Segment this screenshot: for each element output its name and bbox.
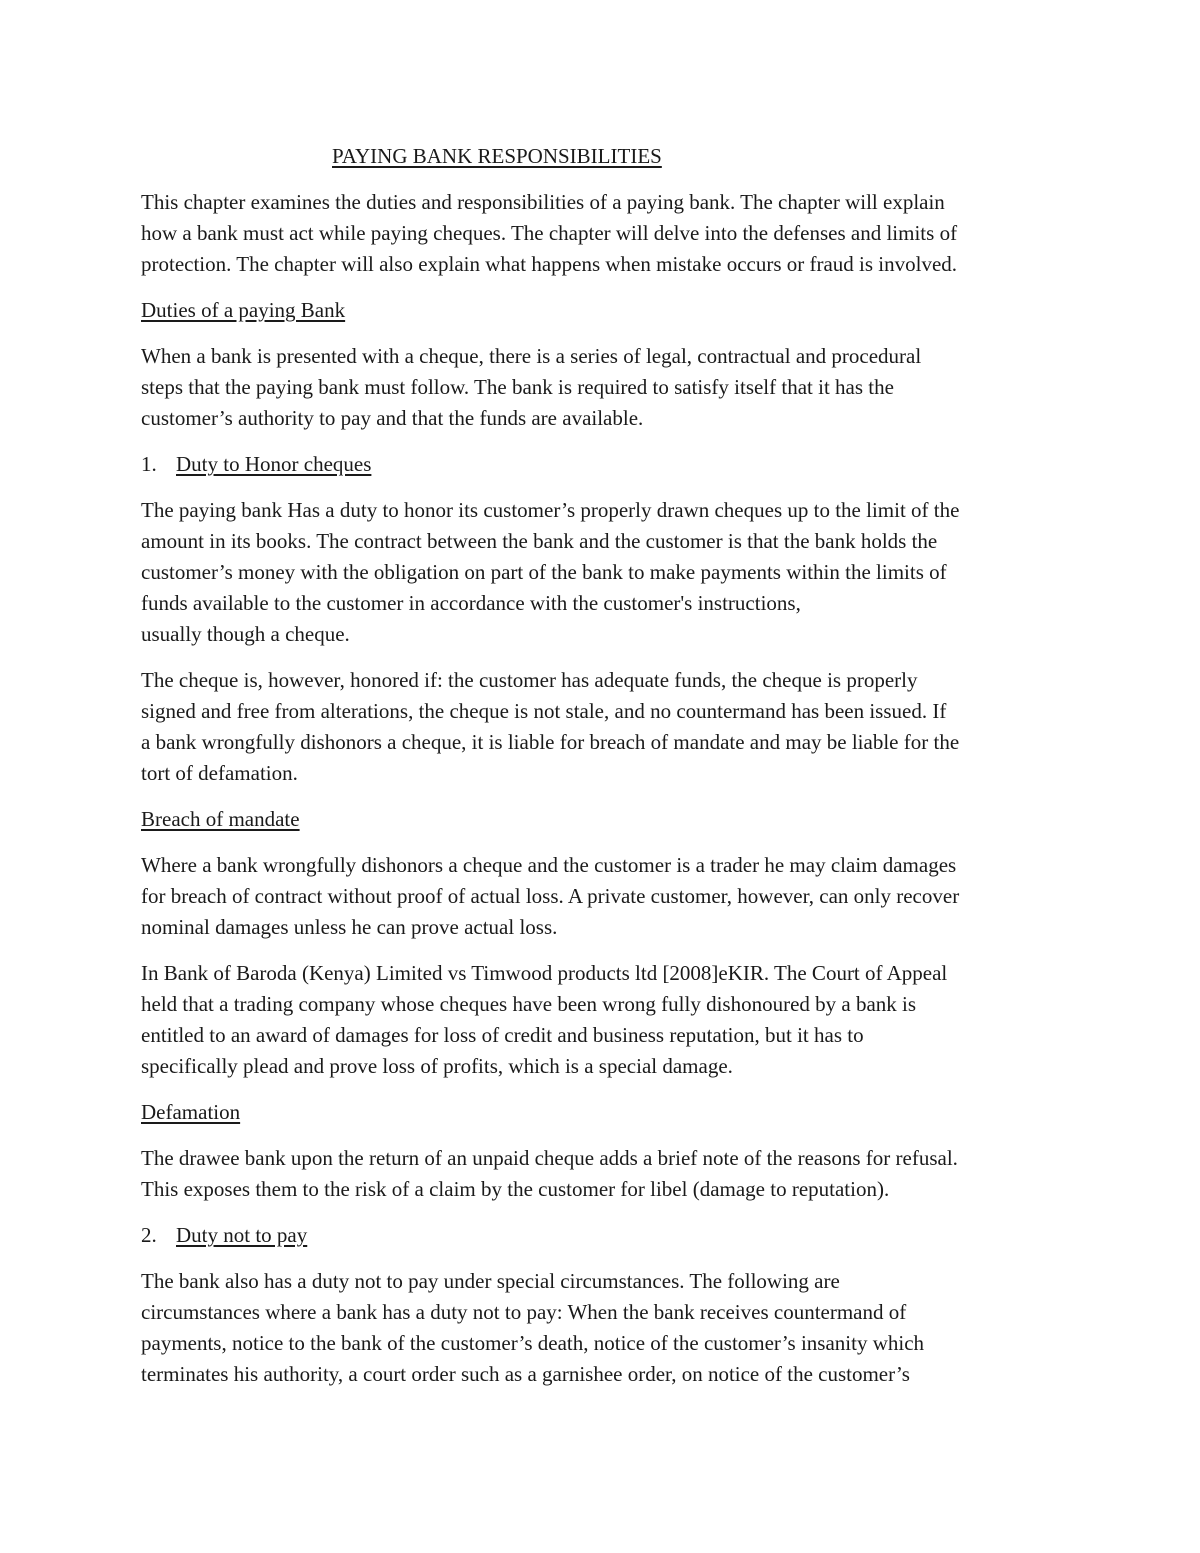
duty-honor-line: usually though a cheque. <box>141 622 350 646</box>
duty-honor-line: The cheque is, however, honored if: the customer has adequate funds, the cheque is properly <box>141 668 918 692</box>
duty-not-pay-line: terminates his authority, a court order such as a garnishee order, on notice of the customer’s <box>141 1362 910 1386</box>
duties-line: steps that the paying bank must follow. The bank is required to satisfy itself that it has the <box>141 375 894 399</box>
duty-honor-line: a bank wrongfully dishonors a cheque, it is liable for breach of mandate and may be liable for the <box>141 730 960 754</box>
breach-line: entitled to an award of damages for loss of credit and business reputation, but it has to <box>141 1023 864 1047</box>
breach-line: nominal damages unless he can prove actual loss. <box>141 915 558 939</box>
heading-duties-of-paying-bank: Duties of a paying Bank <box>141 298 346 322</box>
duty-honor-line: amount in its books. The contract between the bank and the customer is that the bank holds the <box>141 529 938 553</box>
duty-honor-paragraph-2 <box>141 665 1066 789</box>
defamation-line: This exposes them to the risk of a claim by the customer for libel (damage to reputation). <box>141 1177 890 1201</box>
heading-defamation: Defamation <box>141 1100 241 1124</box>
duty-not-pay-line: circumstances where a bank has a duty not to pay: When the bank receives countermand of <box>141 1300 907 1324</box>
intro-line: protection. The chapter will also explain what happens when mistake occurs or fraud is involved. <box>141 252 958 276</box>
duty-honor-line: tort of defamation. <box>141 761 298 785</box>
breach-line: for breach of contract without proof of actual loss. A private customer, however, can only recover <box>141 884 960 908</box>
breach-line: held that a trading company whose cheques have been wrong fully dishonoured by a bank is <box>141 992 917 1016</box>
duty-not-pay-line: The bank also has a duty not to pay under special circumstances. The following are <box>141 1269 840 1293</box>
breach-paragraph-1 <box>141 850 1066 943</box>
list-number: 2. <box>141 1223 157 1247</box>
duty-honor-line: customer’s money with the obligation on part of the bank to make payments within the limits of <box>141 560 947 584</box>
duties-line: When a bank is presented with a cheque, there is a series of legal, contractual and procedural <box>141 344 922 368</box>
heading-duty-not-to-pay <box>141 1220 1066 1251</box>
breach-line: Where a bank wrongfully dishonors a cheque and the customer is a trader he may claim damages <box>141 853 957 877</box>
list-heading-text: Duty not to pay <box>176 1223 308 1247</box>
duty-honor-line: funds available to the customer in accordance with the customer's instructions, <box>141 591 801 615</box>
heading-duty-to-honor <box>141 449 1066 480</box>
breach-line: In Bank of Baroda (Kenya) Limited vs Timwood products ltd [2008]eKIR. The Court of Appeal <box>141 961 948 985</box>
heading-breach-of-mandate: Breach of mandate <box>141 807 300 831</box>
intro-line: how a bank must act while paying cheques. The chapter will delve into the defenses and limits of <box>141 221 958 245</box>
list-number: 1. <box>141 452 157 476</box>
intro-line: This chapter examines the duties and responsibilities of a paying bank. The chapter will explain <box>141 190 945 214</box>
duty-honor-line: The paying bank Has a duty to honor its customer’s properly drawn cheques up to the limit of the <box>141 498 960 522</box>
duty-honor-line: signed and free from alterations, the cheque is not stale, and no countermand has been issued. If <box>141 699 947 723</box>
duties-paragraph <box>141 341 1066 434</box>
document-title: PAYING BANK RESPONSIBILITIES <box>332 144 662 168</box>
duty-not-pay-line: payments, notice to the bank of the customer’s death, notice of the customer’s insanity which <box>141 1331 925 1355</box>
intro-paragraph <box>141 187 1066 280</box>
list-heading-text: Duty to Honor cheques <box>176 452 372 476</box>
breach-paragraph-2 <box>141 958 1066 1082</box>
duty-not-pay-paragraph <box>141 1266 1066 1390</box>
duty-honor-paragraph-1 <box>141 495 1066 650</box>
defamation-paragraph <box>141 1143 1066 1205</box>
duties-line: customer’s authority to pay and that the funds are available. <box>141 406 644 430</box>
breach-line: specifically plead and prove loss of profits, which is a special damage. <box>141 1054 733 1078</box>
defamation-line: The drawee bank upon the return of an unpaid cheque adds a brief note of the reasons for refusal. <box>141 1146 958 1170</box>
document-page <box>141 141 1066 1405</box>
